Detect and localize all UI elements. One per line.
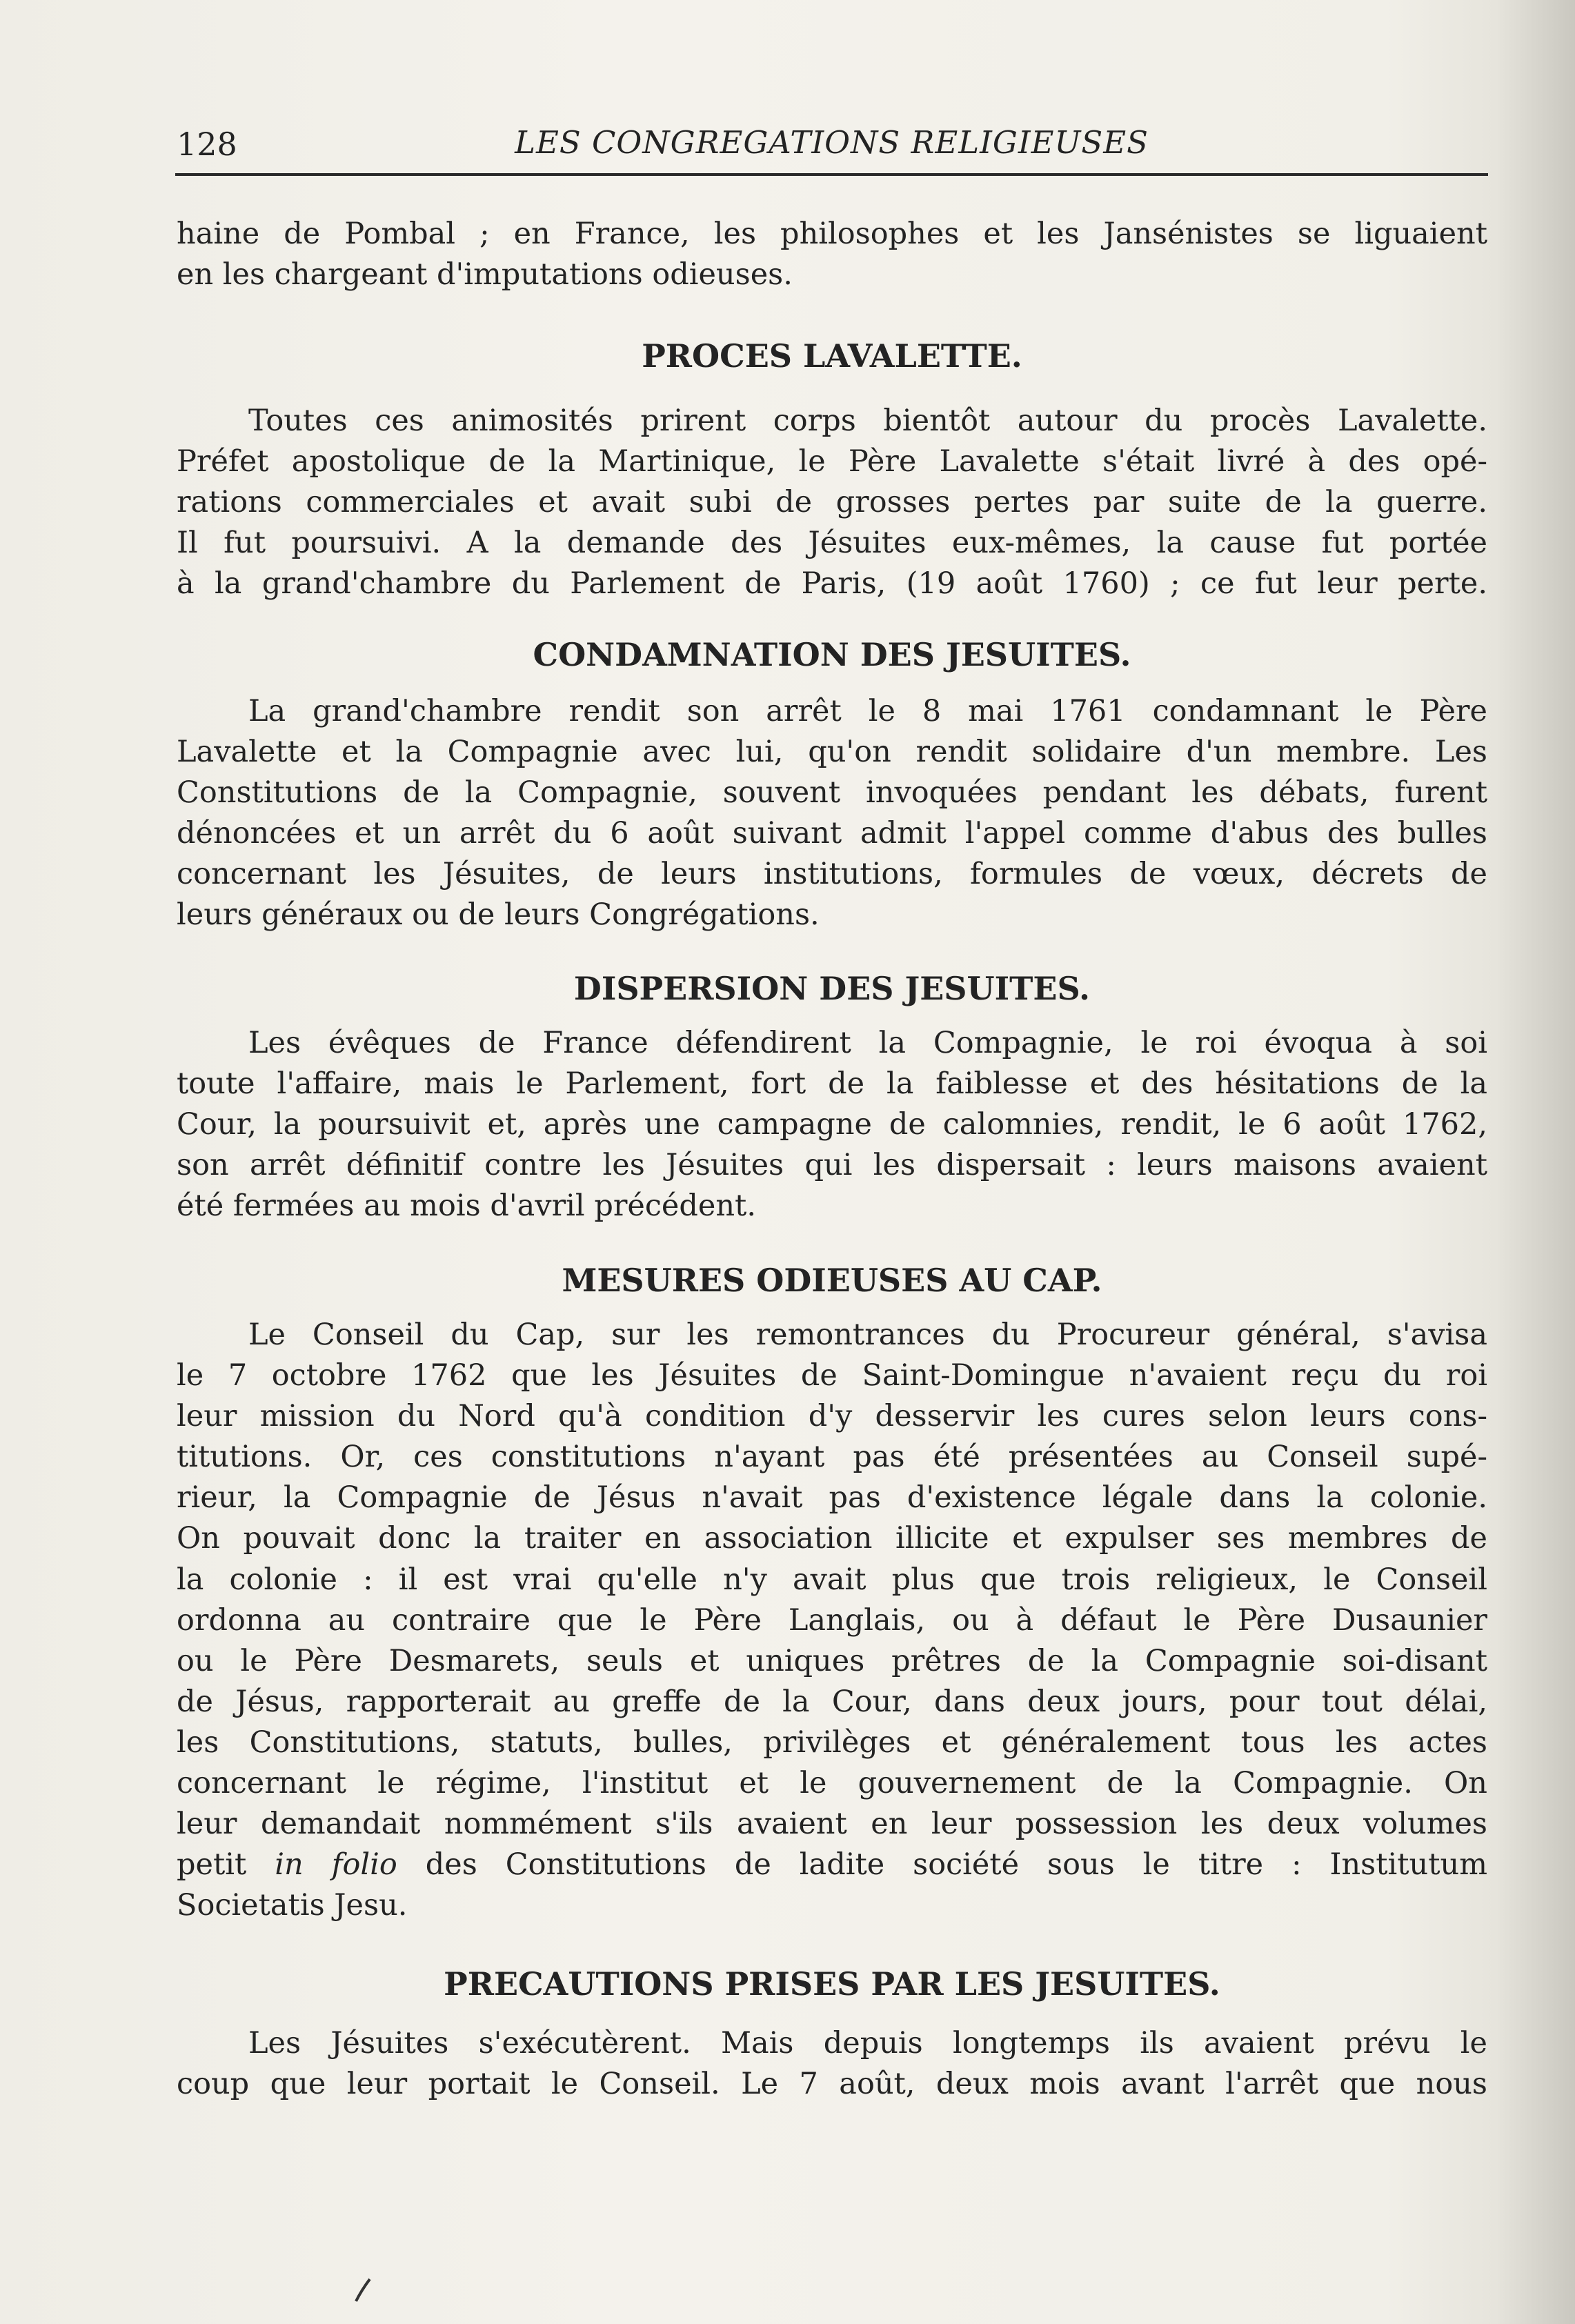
paragraph-mesures [177,1315,1487,1926]
text-line: toute l'affaire, mais le Parlement, fort de la faiblesse et des hésitations de la [177,1066,1487,1102]
text-line: leurs généraux ou de leurs Congrégations. [177,897,820,933]
text-line: rations commerciales et avait subi de grosses pertes par suite de la guerre. [177,485,1487,520]
text-line: en les chargeant d'imputations odieuses. [177,257,793,292]
text-line: la colonie : il est vrai qu'elle n'y avait plus que trois religieux, le Conseil [177,1562,1487,1597]
italic-in-folio: in folio [275,1847,397,1883]
text-line: Les Jésuites s'exécutèrent. Mais depuis longtemps ils avaient prévu le [248,2026,1487,2060]
pen-mark-icon [353,2276,374,2304]
text-line: concernant les Jésuites, de leurs institutions, formules de vœux, décrets de [177,857,1487,892]
paragraph-precautions [177,2023,1487,2105]
text-line: leur demandait nommément s'ils avaient en leur possession les deux volumes [177,1807,1487,1842]
text-run: petit [177,1847,275,1883]
text-line: rieur, la Compagnie de Jésus n'avait pas d'existence légale dans la colonie. [177,1480,1487,1516]
text-line: Préfet apostolique de la Martinique, le Père Lavalette s'était livré à des opé- [177,444,1487,479]
text-line: de Jésus, rapporterait au greffe de la Cour, dans deux jours, pour tout délai, [177,1684,1487,1719]
text-line: titutions. Or, ces constitutions n'ayant pas été présentées au Conseil supé- [177,1440,1487,1475]
text-line: ordonna au contraire que le Père Langlais, ou à défaut le Père Dusaunier [177,1602,1487,1638]
text-line: coup que leur portait le Conseil. Le 7 août, deux mois avant l'arrêt que nous [177,2067,1487,2102]
header-rule [175,173,1488,176]
text-line: Constitutions de la Compagnie, souvent invoquées pendant les débats, furent [177,775,1487,811]
text-line: leur mission du Nord qu'à condition d'y desservir les cures selon leurs cons- [177,1399,1487,1434]
text-line: été fermées au mois d'avril précédent. [177,1189,756,1224]
text-line: Les évêques de France défendirent la Compagnie, le roi évoqua à soi [248,1026,1487,1060]
heading-mesures: MESURES ODIEUSES AU CAP. [562,1262,1102,1299]
text-line: Lavalette et la Compagnie avec lui, qu'on rendit solidaire d'un membre. Les [177,735,1487,770]
heading-proces-lavalette: PROCES LAVALETTE. [642,337,1022,375]
paragraph-condamnation [177,691,1487,936]
text-line: haine de Pombal ; en France, les philosophes et les Jansénistes se liguaient [177,217,1487,251]
text-line: le 7 octobre 1762 que les Jésuites de Saint-Domingue n'avaient reçu du roi [177,1358,1487,1393]
running-title: LES CONGREGATIONS RELIGIEUSES [515,124,1149,161]
text-run: des Constitutions de ladite société sous le titre : Institutum [397,1847,1487,1883]
text-line: Societatis Jesu. [177,1888,408,1923]
text-line: La grand'chambre rendit son arrêt le 8 mai 1761 condamnant le Père [248,694,1487,728]
text-line: Toutes ces animosités prirent corps bientôt autour du procès Lavalette. [248,404,1487,438]
text-line: dénoncées et un arrêt du 6 août suivant admit l'appel comme d'abus des bulles [177,816,1487,851]
heading-condamnation: CONDAMNATION DES JESUITES. [533,636,1131,673]
paragraph-intro [177,214,1487,295]
text-line: son arrêt définitif contre les Jésuites qui les dispersait : leurs maisons avaient [177,1148,1487,1183]
text-line: Cour, la poursuivit et, après une campagne de calomnies, rendit, le 6 août 1762, [177,1107,1487,1142]
text-line: Il fut poursuivi. A la demande des Jésuites eux-mêmes, la cause fut portée [177,526,1487,561]
page-number: 128 [177,126,237,163]
text-line: concernant le régime, l'institut et le gouvernement de la Compagnie. On [177,1766,1487,1801]
heading-dispersion: DISPERSION DES JESUITES. [573,970,1091,1007]
text-line: les Constitutions, statuts, bulles, privilèges et généralement tous les actes [177,1725,1487,1760]
heading-precautions: PRECAUTIONS PRISES PAR LES JESUITES. [444,1965,1220,2003]
paragraph-dispersion [177,1023,1487,1226]
text-line: à la grand'chambre du Parlement de Paris, (19 août 1760) ; ce fut leur perte. [177,566,1487,602]
text-line: Le Conseil du Cap, sur les remontrances du Procureur général, s'avisa [248,1318,1487,1352]
text-line: ou le Père Desmarets, seuls et uniques prêtres de la Compagnie soi-disant [177,1643,1487,1678]
text-line: On pouvait donc la traiter en association illicite et expulser ses membres de [177,1521,1487,1556]
text-line [177,1845,1487,1885]
paragraph-proces [177,401,1487,604]
